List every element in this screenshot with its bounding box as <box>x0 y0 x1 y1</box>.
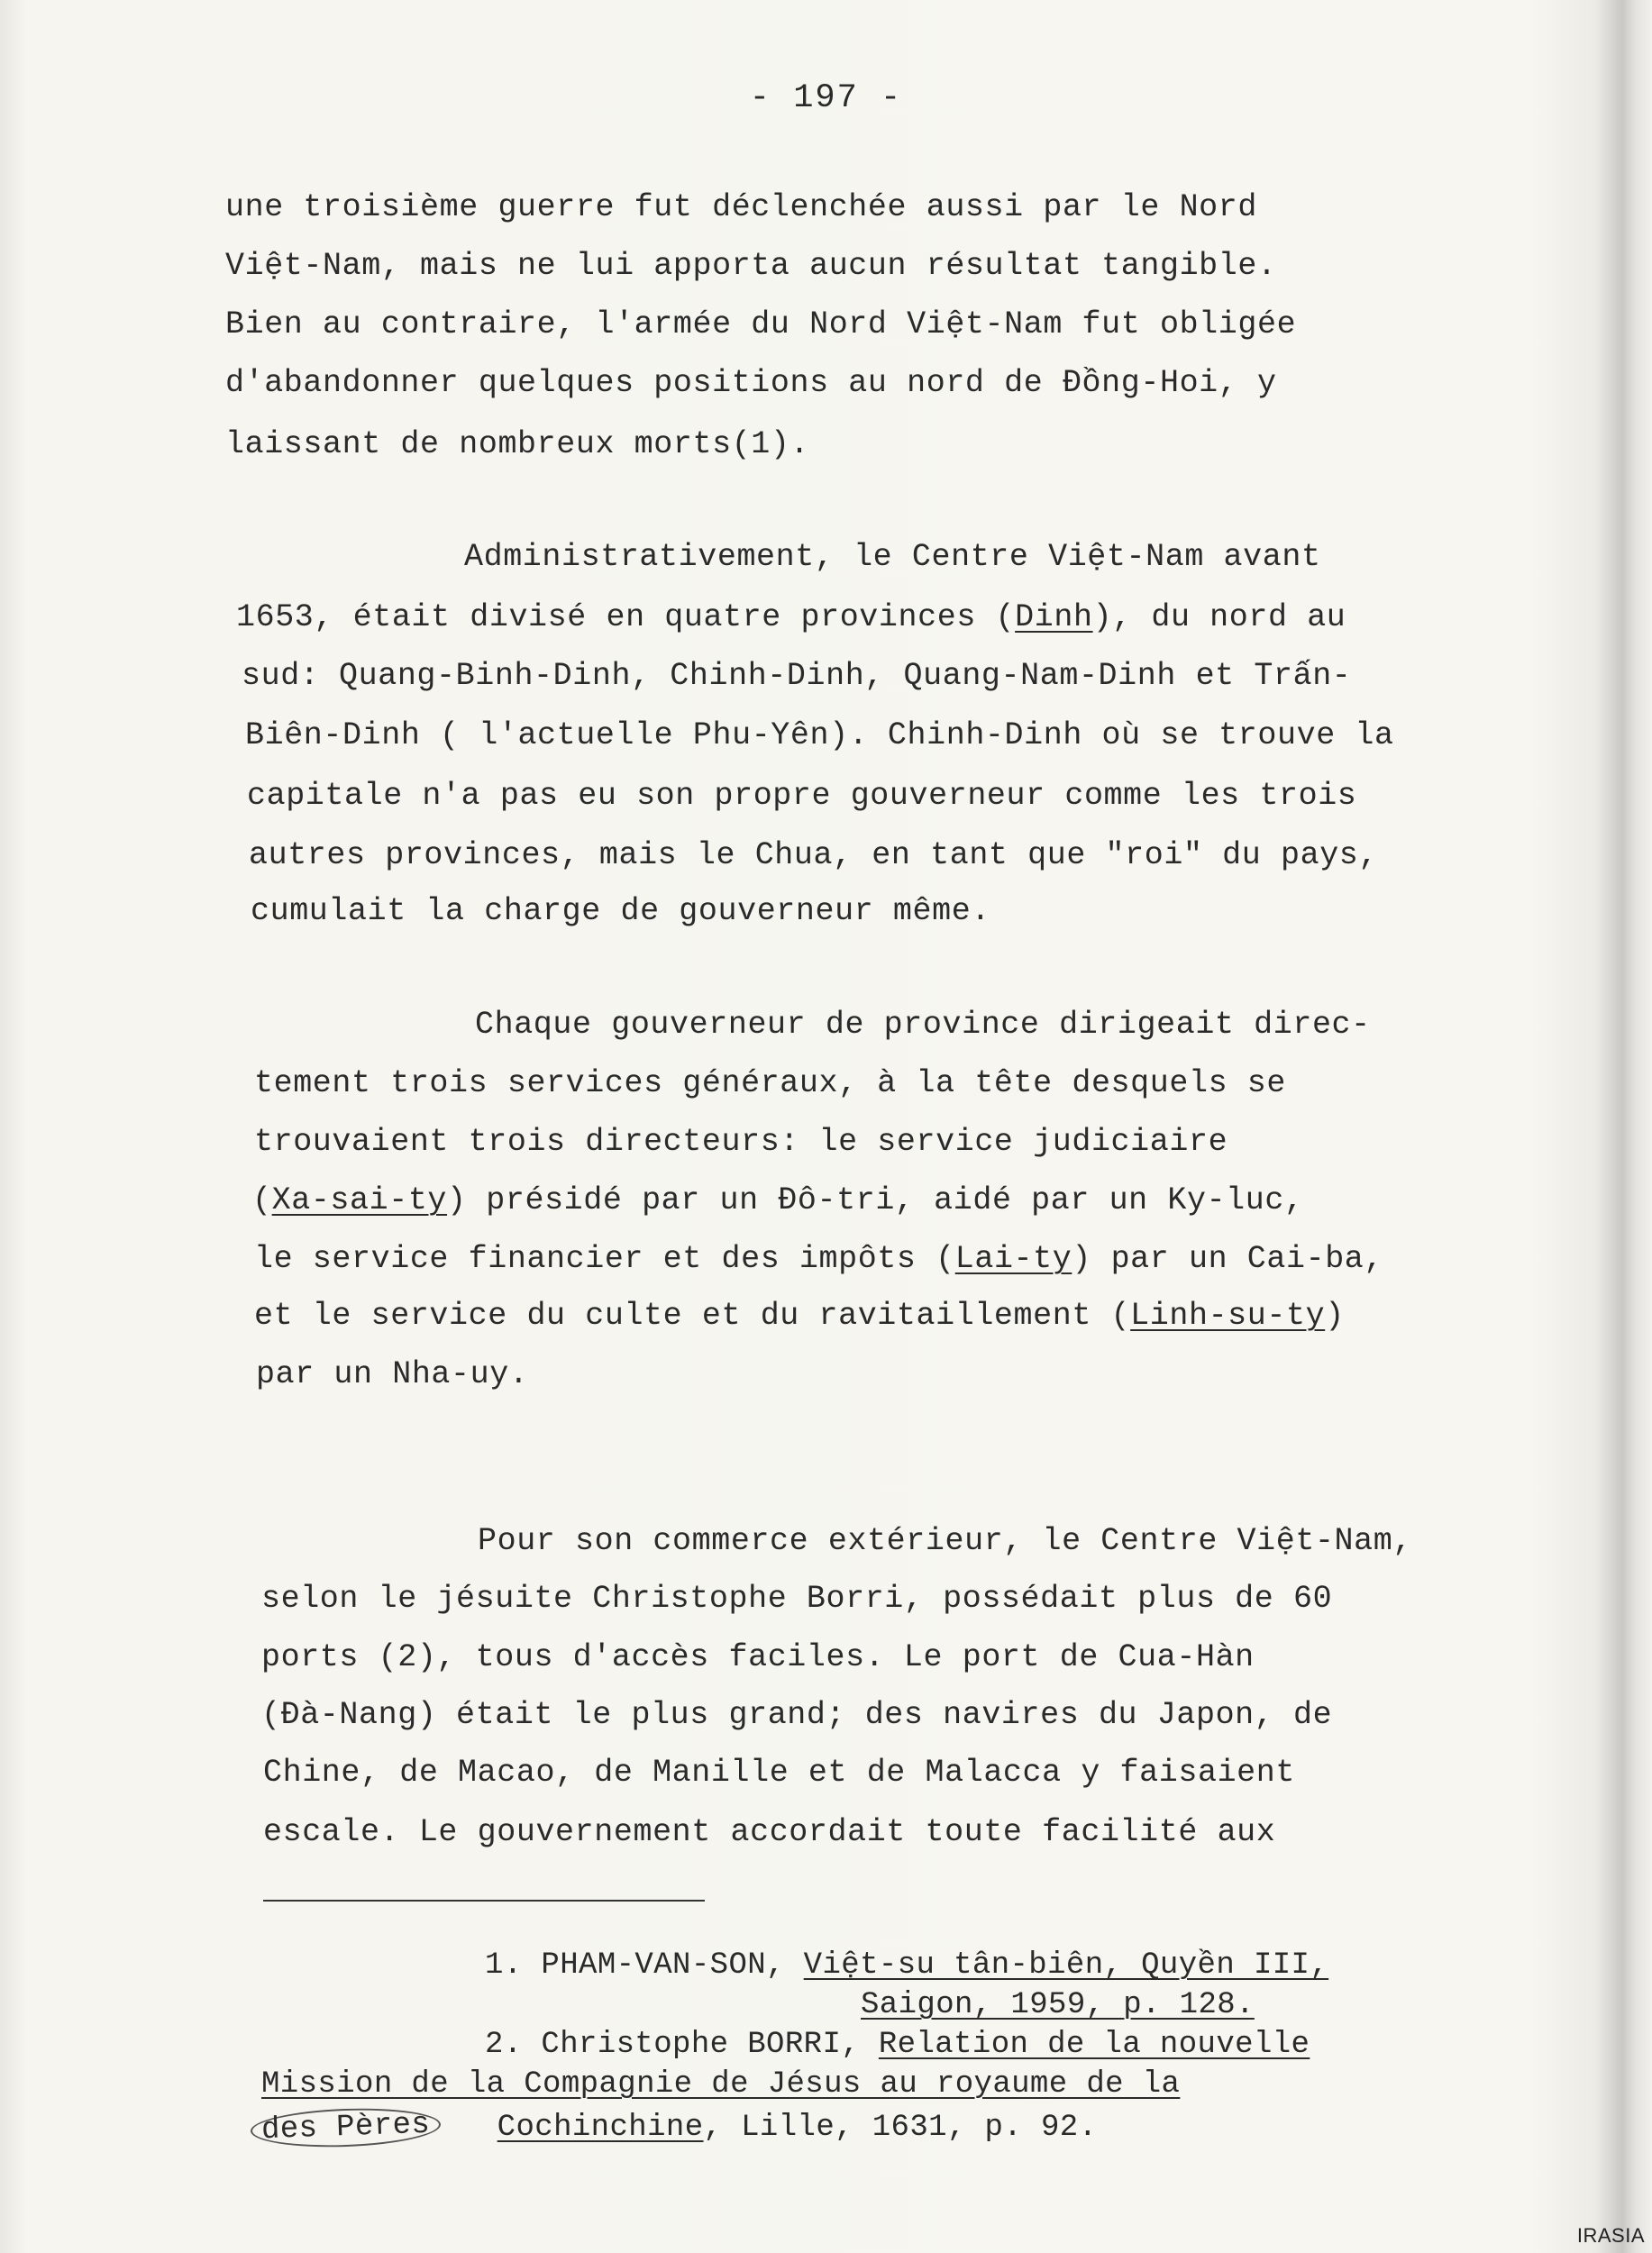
underlined-term-xa-sai-ty: Xa-sai-ty <box>271 1182 448 1218</box>
text-line: ports (2), tous d'accès faciles. Le port de Cua-Hàn <box>261 1639 1255 1675</box>
footnote-text: 2. Christophe BORRI, <box>485 2028 879 2062</box>
text-line: Chine, de Macao, de Manille et de Malacca y faisaient <box>263 1755 1295 1791</box>
footnote-text: 1. PHAM-VAN-SON, <box>485 1948 804 1983</box>
text-line <box>254 1241 1384 1277</box>
text-line: selon le jésuite Christophe Borri, possédait plus de 60 <box>261 1581 1333 1617</box>
text-line: d'abandonner quelques positions au nord de Đồng-Hoi, y <box>225 365 1277 401</box>
text-line: sud: Quang-Binh-Dinh, Chinh-Dinh, Quang-Nam-Dinh et Trấn- <box>242 658 1352 694</box>
text-line: une troisième guerre fut déclenchée aussi par le Nord <box>225 189 1257 225</box>
text-line: Việt-Nam, mais ne lui apporta aucun résultat tangible. <box>225 248 1277 284</box>
text-line: (Đà-Nang) était le plus grand; des navires du Japon, de <box>261 1697 1333 1733</box>
text-line <box>254 1300 1345 1332</box>
irasia-watermark: IRASIA <box>1576 2224 1645 2247</box>
footnote-2-line-3 <box>261 2109 1097 2147</box>
footnote-2-line-2 <box>261 2069 1180 2100</box>
footnote-title: Cochinchine <box>497 2111 704 2145</box>
text-line: par un Nha-uy. <box>256 1356 529 1392</box>
footnote-title: Relation de la nouvelle <box>878 2028 1310 2062</box>
footnote-2 <box>485 2030 1310 2060</box>
text-line: Chaque gouverneur de province dirigeait direc- <box>475 1007 1371 1043</box>
text-segment: ) <box>1325 1298 1345 1334</box>
text-segment: ), du nord au <box>1092 599 1346 635</box>
text-segment: et le service du culte et du ravitaillement ( <box>254 1298 1131 1334</box>
underlined-term-lai-ty: Lai-ty <box>954 1241 1072 1277</box>
handwritten-annotation: des Pères <box>250 2105 442 2149</box>
underlined-term-linh-su-ty: Linh-su-ty <box>1130 1298 1326 1334</box>
underlined-term-dinh: Dinh <box>1015 599 1093 635</box>
text-segment: ) par un Cai-ba, <box>1072 1241 1384 1277</box>
text-line: Pour son commerce extérieur, le Centre Việt-Nam, <box>478 1523 1412 1559</box>
text-line <box>252 1182 1304 1218</box>
footnote-text: , Lille, 1631, p. 92. <box>703 2111 1098 2145</box>
text-line: Biên-Dinh ( l'actuelle Phu-Yên). Chinh-Dinh où se trouve la <box>245 717 1394 753</box>
text-segment: le service financier et des impôts ( <box>254 1241 955 1277</box>
text-segment: 1653, était divisé en quatre provinces ( <box>236 599 1016 635</box>
footnote-separator <box>263 1900 705 1902</box>
text-line: tement trois services généraux, à la tête desquels se <box>254 1065 1286 1101</box>
text-line: autres provinces, mais le Chua, en tant que "roi" du pays, <box>249 837 1378 873</box>
text-line <box>236 599 1346 635</box>
text-line: laissant de nombreux morts(1). <box>225 426 810 462</box>
text-line: cumulait la charge de gouverneur même. <box>251 893 990 929</box>
footnote-title: Saigon, 1959, p. 128. <box>861 1988 1255 2022</box>
text-line: trouvaient trois directeurs: le service judiciaire <box>254 1124 1228 1160</box>
text-line: escale. Le gouvernement accordait toute facilité aux <box>263 1814 1276 1850</box>
text-line: Administrativement, le Centre Việt-Nam avant <box>464 539 1321 575</box>
text-line: capitale n'a pas eu son propre gouverneur comme les trois <box>247 778 1357 814</box>
footnote-title: Việt-su tân-biên, Quyền III, <box>803 1948 1329 1983</box>
text-segment: ( <box>252 1182 272 1218</box>
text-line: Bien au contraire, l'armée du Nord Việt-Nam fut obligée <box>225 306 1297 342</box>
footnote-1 <box>485 1950 1328 1981</box>
text-segment: ) présidé par un Đô-tri, aidé par un Ky-luc, <box>447 1182 1304 1218</box>
page-number: - 197 - <box>749 79 903 117</box>
footnote-1-line-2 <box>861 1990 1255 2020</box>
footnote-title: Mission de la Compagnie de Jésus au royaume de la <box>261 2067 1181 2102</box>
